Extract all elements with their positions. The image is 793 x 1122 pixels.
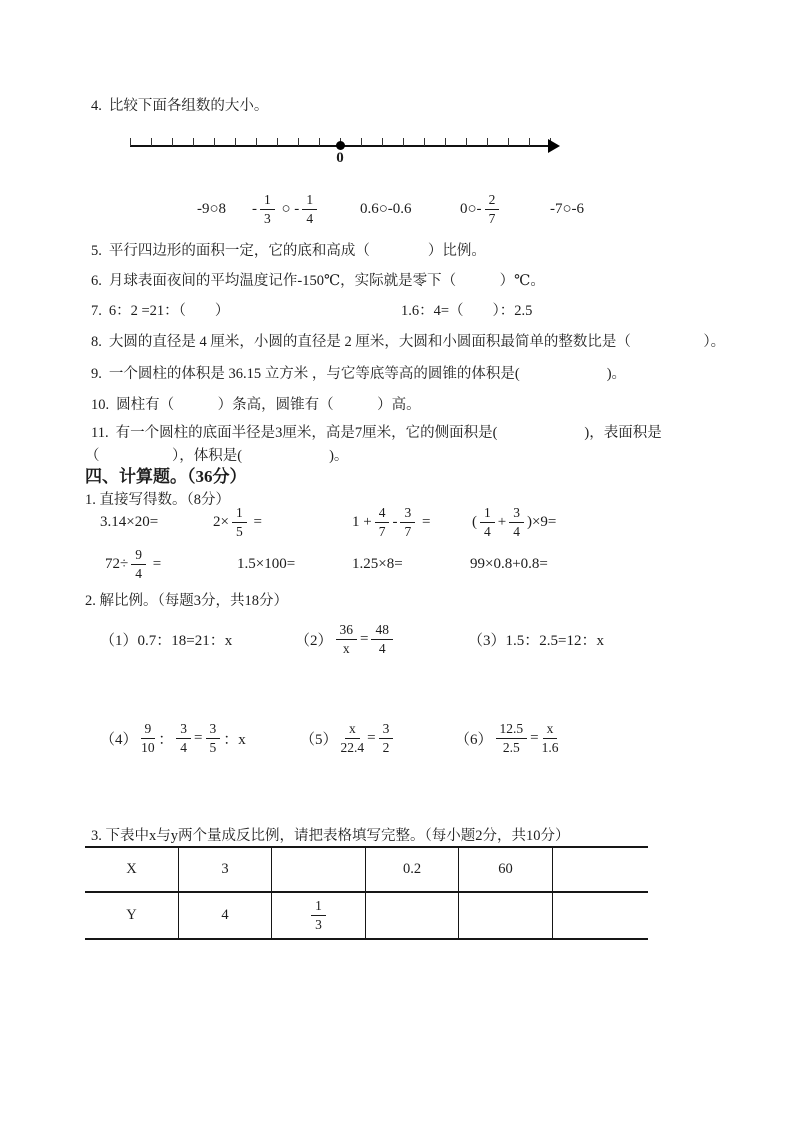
fraction: $\frac{4}{7}$ <box>375 505 390 540</box>
question-7-number: 7. <box>91 303 102 319</box>
table-cell-y-1: 4 <box>179 893 272 938</box>
fraction: $\frac{9}{4}$ <box>131 547 146 582</box>
fraction: $\frac{3}{2}$ <box>379 721 394 756</box>
question-7 <box>91 301 533 321</box>
tick-mark <box>508 138 509 146</box>
question-11-text-line-2: （ ），体积是( )。 <box>85 448 349 464</box>
tick-mark <box>466 138 467 146</box>
comparison-4: 0○- $\frac{2}{7}$ <box>460 188 502 230</box>
fraction: $\frac{1}{4}$ <box>302 192 317 227</box>
table-question-heading: 3. 下表中x与y两个量成反比例，请把表格填写完整。（每小题2分，共10分） <box>91 828 570 844</box>
question-8-number: 8. <box>91 334 102 350</box>
calc-expression-4: ( $\frac{1}{4}$ + $\frac{3}{4}$ )×9= <box>472 504 557 539</box>
tick-mark <box>256 138 257 146</box>
question-10-text: 圆柱有（ ）条高，圆锥有（ ）高。 <box>116 397 421 413</box>
table-cell-x-5 <box>553 848 648 891</box>
question-4 <box>91 96 268 116</box>
proportion-row-1 <box>0 616 793 662</box>
table-cell-x-2 <box>272 848 366 891</box>
tick-mark <box>298 138 299 146</box>
tick-mark <box>487 138 488 146</box>
question-5-number: 5. <box>91 243 102 259</box>
zero-label: 0 <box>336 150 344 166</box>
tick-mark <box>445 138 446 146</box>
tick-mark <box>424 138 425 146</box>
solve-heading: 2. 解比例。（每题3分，共18分） <box>85 593 288 609</box>
calc-expression-6: 1.5×100= <box>237 555 296 572</box>
table-cell-y-label: Y <box>85 893 179 938</box>
question-8 <box>91 332 725 352</box>
table-cell-x-4: 60 <box>459 848 553 891</box>
table-cell-x-label: X <box>85 848 179 891</box>
question-6 <box>91 271 545 291</box>
calc-expression-1: 3.14×20= <box>100 513 159 530</box>
tick-mark <box>319 138 320 146</box>
calc-heading: 1. 直接写得数。（8分） <box>85 492 230 508</box>
fraction: $\frac{3}{7}$ <box>400 505 415 540</box>
tick-mark <box>361 138 362 146</box>
fraction: $\frac{3}{4}$ <box>176 721 191 756</box>
question-7-equation-1: 6：2 =21：（ ） <box>108 303 230 319</box>
question-7-equation-2: 1.6：4=（ ）：2.5 <box>401 303 533 319</box>
tick-mark <box>151 138 152 146</box>
proportion-5: （5） $\frac{x}{22.4}$ = $\frac{3}{2}$ <box>300 714 396 762</box>
table-cell-y-5 <box>553 893 648 938</box>
calc-row-1 <box>0 501 793 543</box>
question-6-number: 6. <box>91 273 102 289</box>
comparison-1: -9○8 <box>197 200 227 217</box>
question-11-text-line-1: 有一个圆柱的底面半径是3厘米，高是7厘米，它的侧面积是( )，表面积是 <box>115 425 662 441</box>
comparison-row <box>0 188 793 230</box>
question-9 <box>91 364 626 384</box>
fraction: $\frac{x}{22.4}$ <box>340 720 365 755</box>
question-6-text: 月球表面夜间的平均温度记作-150℃，实际就是零下（ ）℃。 <box>108 273 545 289</box>
question-11-line-1 <box>91 423 662 443</box>
inverse-proportion-table <box>85 846 648 940</box>
tick-mark <box>130 138 131 146</box>
fraction: $\frac{9}{10}$ <box>141 720 155 755</box>
fraction: $\frac{x}{1.6}$ <box>541 720 559 755</box>
fraction: $\frac{1}{4}$ <box>480 505 495 540</box>
question-8-text: 大圆的直径是 4 厘米，小圆的直径是 2 厘米，大圆和小圆面积最简单的整数比是（ ）。 <box>108 334 726 350</box>
question-10-number: 10. <box>91 397 110 413</box>
calc-expression-2: 2× $\frac{1}{5}$ = <box>213 504 262 539</box>
fraction: $\frac{3}{4}$ <box>509 505 524 540</box>
fraction: $\frac{36}{x}$ <box>336 622 358 657</box>
proportion-row-2 <box>0 714 793 762</box>
fraction: $\frac{2}{7}$ <box>485 192 500 227</box>
number-line <box>130 137 565 177</box>
fraction: $\frac{48}{4}$ <box>371 622 393 657</box>
tick-mark <box>193 138 194 146</box>
tick-mark <box>172 138 173 146</box>
table-cell-x-3: 0.2 <box>366 848 459 891</box>
tick-mark <box>214 138 215 146</box>
question-11-number: 11. <box>91 425 109 441</box>
comparison-3: 0.6○-0.6 <box>360 200 412 217</box>
fraction: $\frac{1}{3}$ <box>311 898 326 933</box>
question-5-text: 平行四边形的面积一定，它的底和高成（ ）比例。 <box>108 243 486 259</box>
comparison-2: - $\frac{1}{3}$ ○ - $\frac{1}{4}$ <box>252 188 320 230</box>
calc-expression-3: 1 + $\frac{4}{7}$ - $\frac{3}{7}$ = <box>352 504 431 539</box>
proportion-4: （4） $\frac{9}{10}$ ： $\frac{3}{4}$ = $\frac{3}{5}$ ：x <box>100 720 246 755</box>
question-4-number: 4. <box>91 98 102 114</box>
calc-expression-8: 99×0.8+0.8= <box>470 555 548 572</box>
question-4-text: 比较下面各组数的大小。 <box>108 98 269 114</box>
comparison-5: -7○-6 <box>550 200 585 217</box>
right-arrow-icon <box>548 139 560 153</box>
table-row-x <box>85 848 648 893</box>
proportion-3: （3）1.5：2.5=12：x <box>468 632 604 649</box>
proportion-6: （6） $\frac{12.5}{2.5}$ = $\frac{x}{1.6}$ <box>455 720 559 755</box>
table-cell-x-1: 3 <box>179 848 272 891</box>
proportion-2: （2） $\frac{36}{x}$ = $\frac{48}{4}$ <box>295 616 396 662</box>
fraction: $\frac{12.5}{2.5}$ <box>496 721 528 756</box>
calc-expression-5: 72÷ $\frac{9}{4}$ = <box>105 546 162 581</box>
question-9-number: 9. <box>91 366 102 382</box>
tick-mark <box>235 138 236 146</box>
question-10 <box>91 395 421 415</box>
zero-point-dot <box>336 141 345 150</box>
fraction: $\frac{1}{5}$ <box>232 505 247 540</box>
table-cell-y-3 <box>366 893 459 938</box>
tick-mark <box>277 138 278 146</box>
tick-mark <box>382 138 383 146</box>
question-9-text: 一个圆柱的体积是 36.15 立方米 ，与它等底等高的圆锥的体积是( )。 <box>108 366 627 382</box>
fraction: $\frac{1}{3}$ <box>260 192 275 227</box>
tick-mark <box>403 138 404 146</box>
table-cell-y-2 <box>272 893 366 938</box>
table-row-y <box>85 893 648 940</box>
calc-expression-7: 1.25×8= <box>352 555 403 572</box>
table-cell-y-4 <box>459 893 553 938</box>
calc-row-2 <box>0 543 793 585</box>
fraction: $\frac{3}{5}$ <box>206 721 221 756</box>
question-5 <box>91 241 486 261</box>
section-4-title: 四、计算题。（36分） <box>85 467 247 486</box>
proportion-1: （1）0.7：18=21：x <box>100 632 233 649</box>
tick-mark <box>529 138 530 146</box>
